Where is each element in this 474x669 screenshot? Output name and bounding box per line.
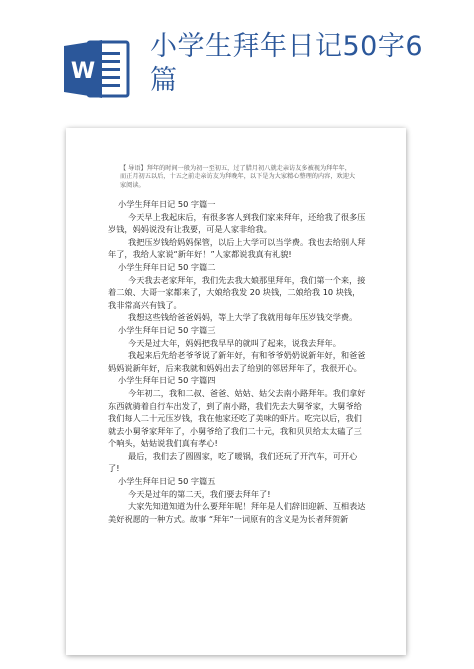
svg-text:W: W: [70, 59, 96, 84]
guide-paragraph: 【 导语】拜年的时间一般为初一至初五，过了腊月初八就走亲访友多被视为拜年年，而正月初五以后，十五之前走亲访友为拜晚年，以下是为大家精心整理的内容，欢迎大家阅读。: [120, 165, 356, 189]
document-body: [108, 198, 366, 525]
body-paragraph: 最后，我们去了圆圆家，吃了暖锅，我们还玩了开汽车，可开心了!: [108, 450, 358, 474]
body-paragraph: 今天是过年的第二天，我们要去拜年了!: [128, 488, 271, 499]
section-heading: 小学生拜年日记 50 字篇二: [118, 261, 216, 272]
body-paragraph: 今天我去老家拜年，我们先去我大娘那里拜年，我们第一个来，接着二娘、大哥一家都来了，大娘给我发 20 块钱，二娘给我 10 块钱，我非常高兴有钱了。: [108, 274, 366, 310]
body-paragraph: 大家先知道知道为什么要拜年呢！拜年是人们辞旧迎新、互相表达美好祝愿的一种方式。故事 “拜年”一词原有的含义是为长者拜贺新: [108, 501, 366, 524]
section-heading: 小学生拜年日记 50 字篇四: [118, 375, 216, 386]
body-paragraph: 今天早上我起床后，有很多客人到我们家来拜年，还给我了很多压岁钱，妈妈说没有让我要，可是人家非给我。: [108, 211, 366, 235]
section-heading: 小学生拜年日记 50 字篇一: [118, 199, 216, 209]
body-paragraph: 我把压岁钱给妈妈保管，以后上大学可以当学费。我也去给别人拜年了，我给人家说“新年好！”人家都说我真有礼貌!: [108, 236, 366, 260]
body-paragraph: 我想这些钱给爸爸妈妈，等上大学了我就用每年压岁钱交学费。: [128, 312, 358, 323]
body-paragraph: 我起来后先给老爷爷说了新年好，有和爷爷奶奶说新年好，和爸爸妈妈说新年好，后来我就和妈妈出去了给别的邻居拜年了，我很开心。: [108, 350, 366, 373]
section-heading: 小学生拜年日记 50 字篇三: [118, 324, 216, 335]
page-title: 小学生拜年日记50字6篇: [150, 31, 424, 96]
body-paragraph: 今天是过大年，妈妈把我早早的就叫了起来，说我去拜年。: [128, 337, 341, 348]
body-paragraph: 今年初二，我和二叔、爸爸、姑姑、姑父去南小路拜年。我们拿好东西就骑着自行车出发了，到了南小路，我们先去大舅爷家，大舅爷给我们每人二十元压岁钱，我在他家还吃了美味的虾片。吃完以后，我们就去小舅爷家拜年了，小舅爷给了我们二十元，我和贝贝给太太磕了三个响头，姑姑说我们真有孝心!: [108, 387, 366, 449]
section-heading: 小学生拜年日记 50 字篇五: [118, 476, 216, 487]
header-banner: [0, 0, 474, 130]
word-document-icon: [64, 38, 130, 100]
